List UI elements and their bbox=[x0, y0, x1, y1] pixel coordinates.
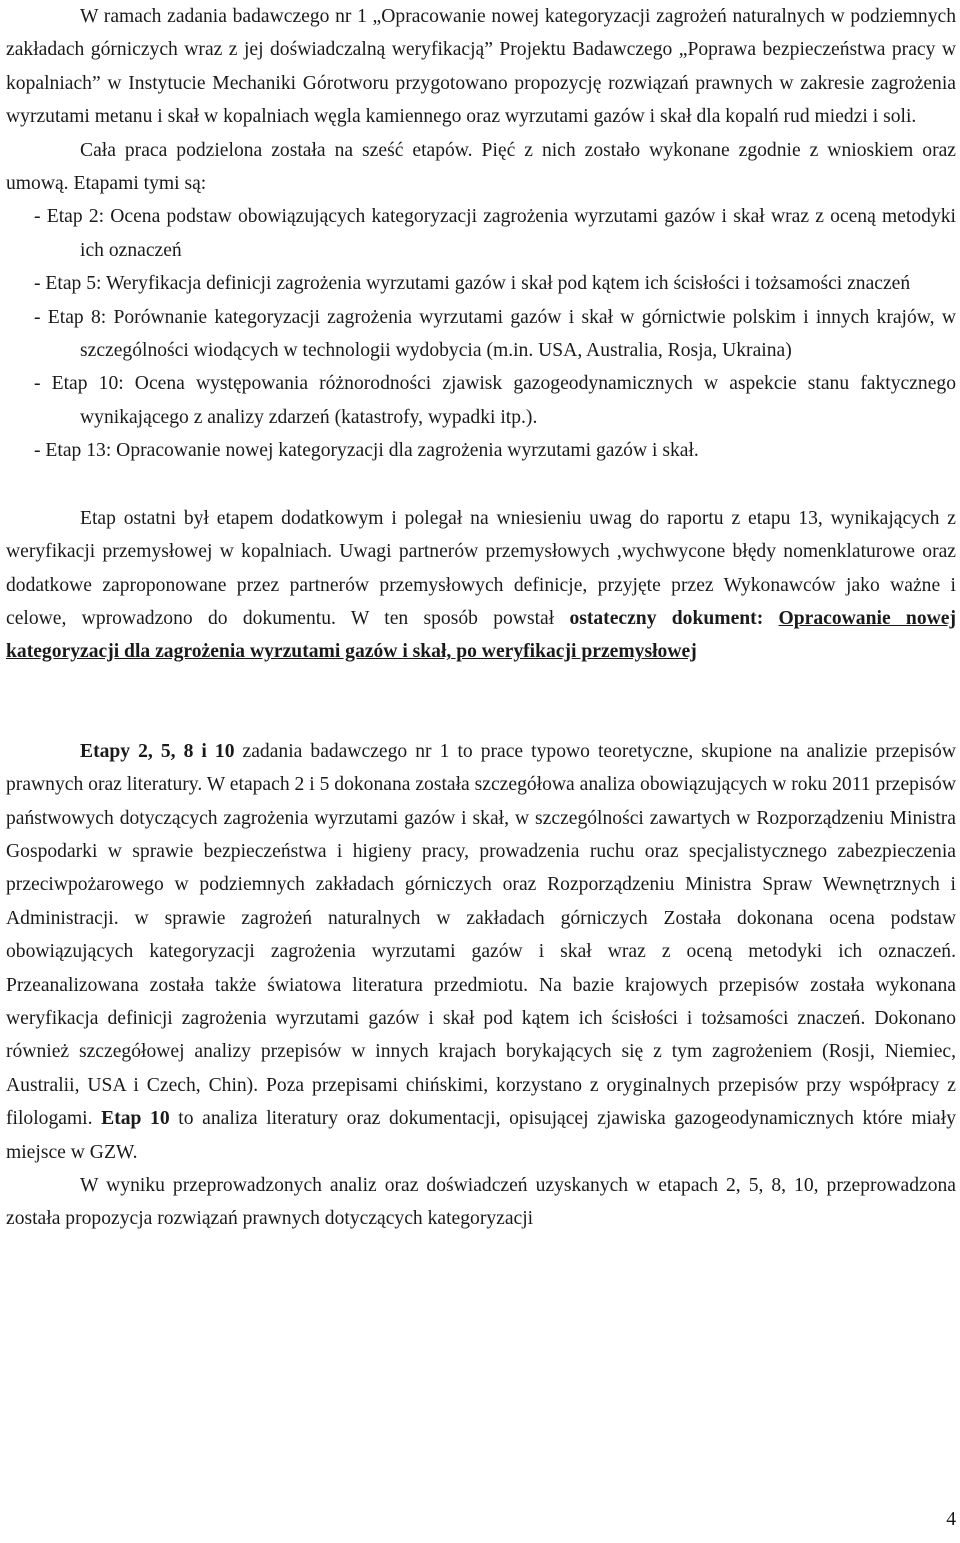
stages-intro-paragraph: Cała praca podzielona została na sześć etapów. Pięć z nich zostało wykonane zgodnie z wnioskiem oraz umową. Etapami tymi są: bbox=[6, 139, 956, 195]
analysis-text-b: to analiza literatury oraz dokumentacji, opisującej zjawiska gazogeodynamicznych które miały miejsce w GZW. bbox=[6, 1108, 956, 1163]
stage-item-10: - Etap 10: Ocena występowania różnorodności zjawisk gazogeodynamicznych w aspekcie stanu faktycznego wynikającego z analizy zdarzeń (katastrofy, wypadki itp.). bbox=[34, 373, 956, 428]
stage-item-5: - Etap 5: Weryfikacja definicji zagrożenia wyrzutami gazów i skał pod kątem ich ścisłości i tożsamości znaczeń bbox=[34, 273, 911, 295]
intro-paragraph: W ramach zadania badawczego nr 1 „Opracowanie nowej kategoryzacji zagrożeń naturalnych w podziemnych zakładach górniczych wraz z jej doświadczalną weryfikacją” Projektu Badawczego „Poprawa bezpieczeństwa pracy w kopalniach” w Instytucie Mechaniki Górotworu przygotowano propozycję rozwiązań prawnych w zakresie zagrożenia wyrzutami metanu i skał w kopalniach węgla kamiennego oraz wyrzutami gazów i skał dla kopalń rud miedzi i soli. bbox=[6, 6, 956, 128]
document-page bbox=[6, 0, 956, 1236]
final-document-title: Opracowanie nowej kategoryzacji dla zagrożenia wyrzutami gazów i skał, po weryfikacji przemysłowej bbox=[6, 607, 956, 663]
stage-item-8: - Etap 8: Porównanie kategoryzacji zagrożenia wyrzutami gazów i skał w górnictwie polskim i innych krajów, w szczególności wiodących w technologii wydobycia (m.in. USA, Australia, Rosja, Ukraina) bbox=[34, 306, 956, 362]
page-number: 4 bbox=[946, 1509, 956, 1530]
conclusion-paragraph: W wyniku przeprowadzonych analiz oraz doświadczeń uzyskanych w etapach 2, 5, 8, 10, przeprowadzona została propozycja rozwiązań prawnych dotyczących kategoryzacji bbox=[6, 1175, 956, 1230]
analysis-stage10: Etap 10 bbox=[101, 1108, 170, 1130]
spacer bbox=[6, 669, 956, 735]
final-stage-paragraph bbox=[6, 502, 956, 669]
stage-item-2: - Etap 2: Ocena podstaw obowiązujących kategoryzacji zagrożenia wyrzutami gazów i skał wraz z oceną metodyki ich oznaczeń bbox=[34, 206, 956, 261]
analysis-text-a: zadania badawczego nr 1 to prace typowo teoretyczne, skupione na analizie przepisów prawnych oraz literatury. W etapach 2 i 5 dokonana została szczegółowa analiza obowiązujących w roku 2011 przepisów państwowych dotyczących zagrożenia wyrzutami gazów i skał, w szczególności zawartych w Rozporządzeniu Ministra Gospodarki w sprawie bezpieczeństwa i higieny pracy, prowadzenia ruchu oraz specjalistycznego zabezpieczenia przeciwpożarowego w podziemnych zakładach górniczych oraz Rozporządzeniu Ministra Spraw Wewnętrznych i Administracji. w sprawie zagrożeń naturalnych w zakładach górniczych Została dokonana ocena podstaw obowiązujących kategoryzacji zagrożenia wyrzutami gazów i skał wraz z oceną metodyki ich oznaczeń. Przeanalizowana została także światowa literatura przedmiotu. Na bazie krajowych przepisów została wykonana weryfikacja definicji zagrożenia wyrzutami gazów i skał pod kątem ich ścisłości i tożsamości znaczeń. Dokonano również szczegółowej analizy przepisów w innych krajach borykających się z tym zagrożeniem (Rosji, Niemiec, Australii, USA i Czech, Chin). Poza przepisami chińskimi, korzystano z oryginalnych przepisów przy współpracy z filologami. bbox=[6, 740, 956, 1130]
final-document-label: ostateczny dokument: bbox=[569, 607, 779, 629]
final-stage-text: Etap ostatni był etapem dodatkowym i polegał na wniesieniu uwag do raportu z etapu 13, wynikających z weryfikacji przemysłowej w kopalniach. Uwagi partnerów przemysłowych ,wychwycone błędy nomenklaturowe oraz dodatkowe zaproponowane przez partnerów przemysłowych definicje, przyjęte przez Wykonawców jako ważne i celowe, wprowadzono do dokumentu. W ten sposób powstał bbox=[6, 507, 956, 629]
stage-item-13: - Etap 13: Opracowanie nowej kategoryzacji dla zagrożenia wyrzutami gazów i skał. bbox=[34, 440, 699, 462]
analysis-paragraph bbox=[6, 735, 956, 1169]
stage-list bbox=[6, 200, 956, 467]
spacer bbox=[6, 468, 956, 502]
analysis-lead: Etapy 2, 5, 8 i 10 bbox=[80, 740, 235, 762]
